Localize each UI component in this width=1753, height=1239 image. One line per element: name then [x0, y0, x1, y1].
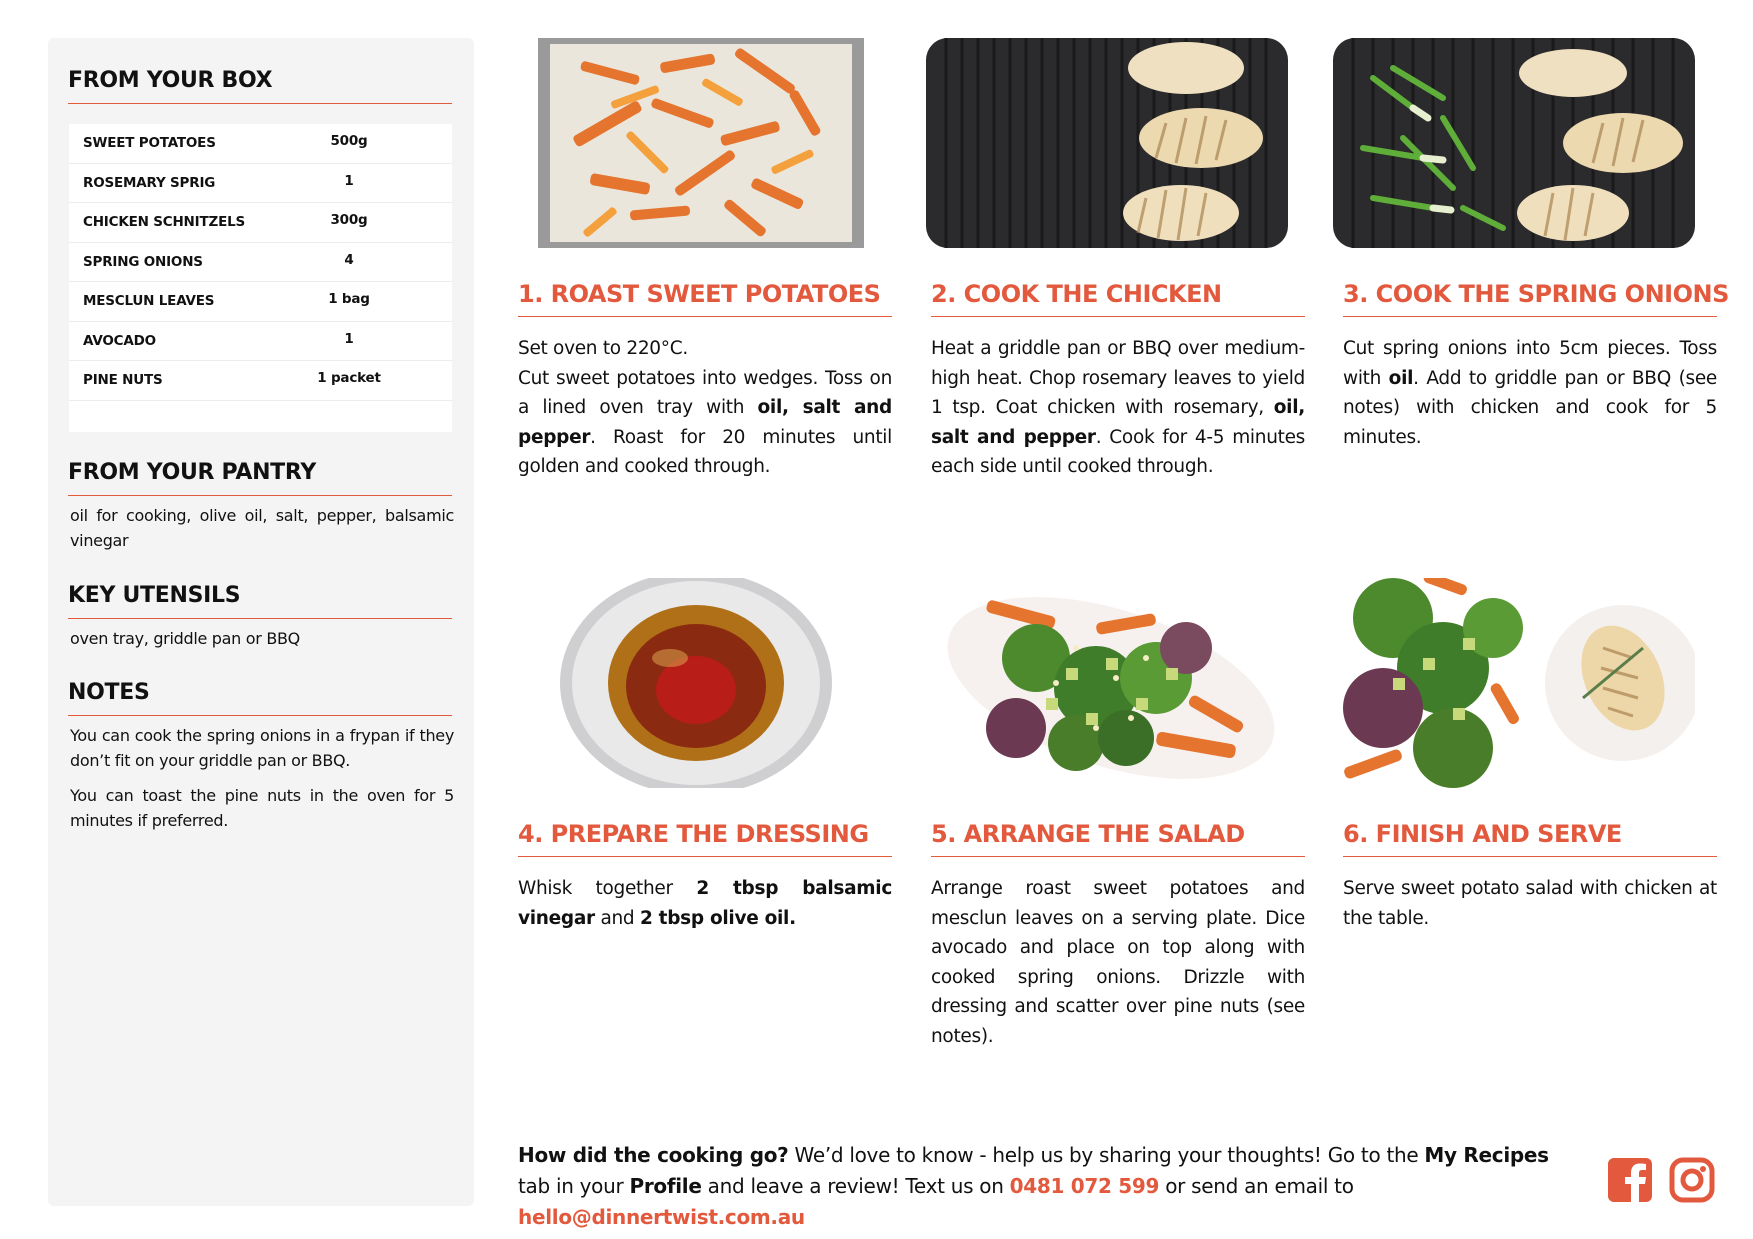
ingredient-qty: 4: [344, 251, 354, 268]
table-row: [69, 124, 452, 164]
key-utensils-heading: KEY UTENSILS: [68, 583, 452, 619]
ingredient-name: PINE NUTS: [83, 372, 163, 388]
ingredient-qty: 1 bag: [328, 291, 370, 307]
notes-heading: NOTES: [68, 680, 452, 716]
text-segment: How did the cooking go?: [518, 1143, 789, 1167]
step-6-text: [1343, 874, 1717, 933]
from-your-pantry-heading: FROM YOUR PANTRY: [68, 460, 452, 496]
text-segment: . Roast for 20 minutes until golden and cooked through.: [518, 426, 892, 477]
instagram-icon[interactable]: [1668, 1156, 1716, 1204]
contact-link[interactable]: 0481 072 599: [1009, 1174, 1160, 1198]
table-row: [69, 361, 452, 401]
chicken-on-griddle-image: [926, 38, 1288, 248]
facebook-icon[interactable]: [1606, 1156, 1654, 1204]
from-your-box-heading: FROM YOUR BOX: [68, 68, 452, 104]
salad-plate-image: [926, 578, 1288, 788]
step-2-text: [931, 334, 1305, 482]
step-1-text: [518, 334, 892, 482]
text-segment: tab in your: [518, 1174, 630, 1198]
step-2-title: 2. COOK THE CHICKEN: [931, 280, 1305, 317]
ingredient-name: SWEET POTATOES: [83, 135, 216, 151]
table-row: [69, 322, 452, 362]
text-segment: oil, salt and pepper: [518, 397, 892, 448]
text-segment: Cut sweet potatoes into wedges. Toss on a lined oven tray with: [518, 367, 892, 418]
table-row: [69, 282, 452, 322]
text-segment: . Cook for 4-5 minutes each side until cooked through.: [931, 426, 1305, 477]
text-segment: 2 tbsp olive oil.: [639, 907, 796, 929]
salad-with-chicken-image: [1333, 578, 1695, 788]
text-segment: Whisk together: [518, 878, 697, 899]
step-5-title: 5. ARRANGE THE SALAD: [931, 820, 1305, 857]
text-segment: Serve sweet potato salad with chicken at the table.: [1343, 878, 1717, 929]
step-1-title: 1. ROAST SWEET POTATOES: [518, 280, 892, 317]
table-row: [69, 203, 452, 243]
text-segment: and leave a review! Text us on: [701, 1174, 1010, 1198]
ingredient-qty: 1 packet: [317, 370, 381, 386]
ingredient-name: AVOCADO: [83, 332, 156, 349]
table-row: [69, 243, 452, 283]
text-segment: Set oven to 220°C.: [518, 338, 688, 359]
text-segment: Cut spring onions into 5cm pieces. Toss with: [1343, 338, 1717, 389]
text-segment: Profile: [629, 1174, 702, 1198]
text-segment: 2 tbsp balsamic vinegar: [518, 878, 892, 929]
spring-onions-griddle-image: [1333, 38, 1695, 248]
text-segment: . Add to griddle pan or BBQ (see notes) with chicken and cook for 5 minutes.: [1343, 367, 1717, 448]
note-1: You can cook the spring onions in a frypan if they don’t fit on your griddle pan or BBQ.: [70, 726, 454, 770]
balsamic-dressing-image: [520, 578, 882, 788]
text-segment: Arrange roast sweet potatoes and mesclun leaves on a serving plate. Dice avocado and place on top along with cooked spring onions. Drizzle with dressing and scatter over pine nuts (see notes).: [931, 878, 1305, 1047]
feedback-footer: [518, 1140, 1573, 1233]
ingredient-qty: 300g: [330, 212, 368, 228]
ingredient-qty: 500g: [330, 133, 368, 149]
text-segment: oil: [1388, 367, 1414, 389]
utensils-text: oven tray, griddle pan or BBQ: [70, 629, 300, 648]
step-3-text: [1343, 334, 1717, 452]
ingredient-name: CHICKEN SCHNITZELS: [83, 214, 246, 230]
ingredients-sidebar: [48, 38, 474, 1206]
table-row: [69, 164, 452, 204]
note-2: You can toast the pine nuts in the oven for 5 minutes if preferred.: [70, 786, 454, 830]
text-segment: or send an email to: [1159, 1174, 1354, 1198]
text-segment: Heat a griddle pan or BBQ over medium-high heat. Chop rosemary leaves to yield 1 tsp. Coat chicken with rosemary,: [931, 338, 1305, 418]
ingredient-name: ROSEMARY SPRIG: [83, 174, 216, 191]
step-4-text: [518, 874, 892, 933]
text-segment: oil, salt and pepper: [931, 397, 1305, 448]
text-segment: and: [594, 907, 640, 929]
step-3-title: 3. COOK THE SPRING ONIONS: [1343, 280, 1717, 317]
ingredient-qty: 1: [344, 172, 354, 189]
box-ingredients-table: [69, 124, 452, 432]
text-segment: We’d love to know - help us by sharing your thoughts! Go to the: [788, 1143, 1425, 1167]
sweet-potato-wedges-image: [520, 38, 882, 248]
ingredient-name: MESCLUN LEAVES: [83, 293, 215, 309]
step-6-title: 6. FINISH AND SERVE: [1343, 820, 1717, 857]
text-segment: My Recipes: [1424, 1143, 1549, 1167]
contact-link[interactable]: hello@dinnertwist.com.au: [518, 1205, 805, 1229]
step-5-text: [931, 874, 1305, 1051]
ingredient-name: SPRING ONIONS: [83, 253, 203, 270]
step-4-title: 4. PREPARE THE DRESSING: [518, 820, 892, 857]
pantry-text: oil for cooking, olive oil, salt, pepper, balsamic vinegar: [70, 506, 454, 550]
ingredient-qty: 1: [344, 330, 354, 347]
